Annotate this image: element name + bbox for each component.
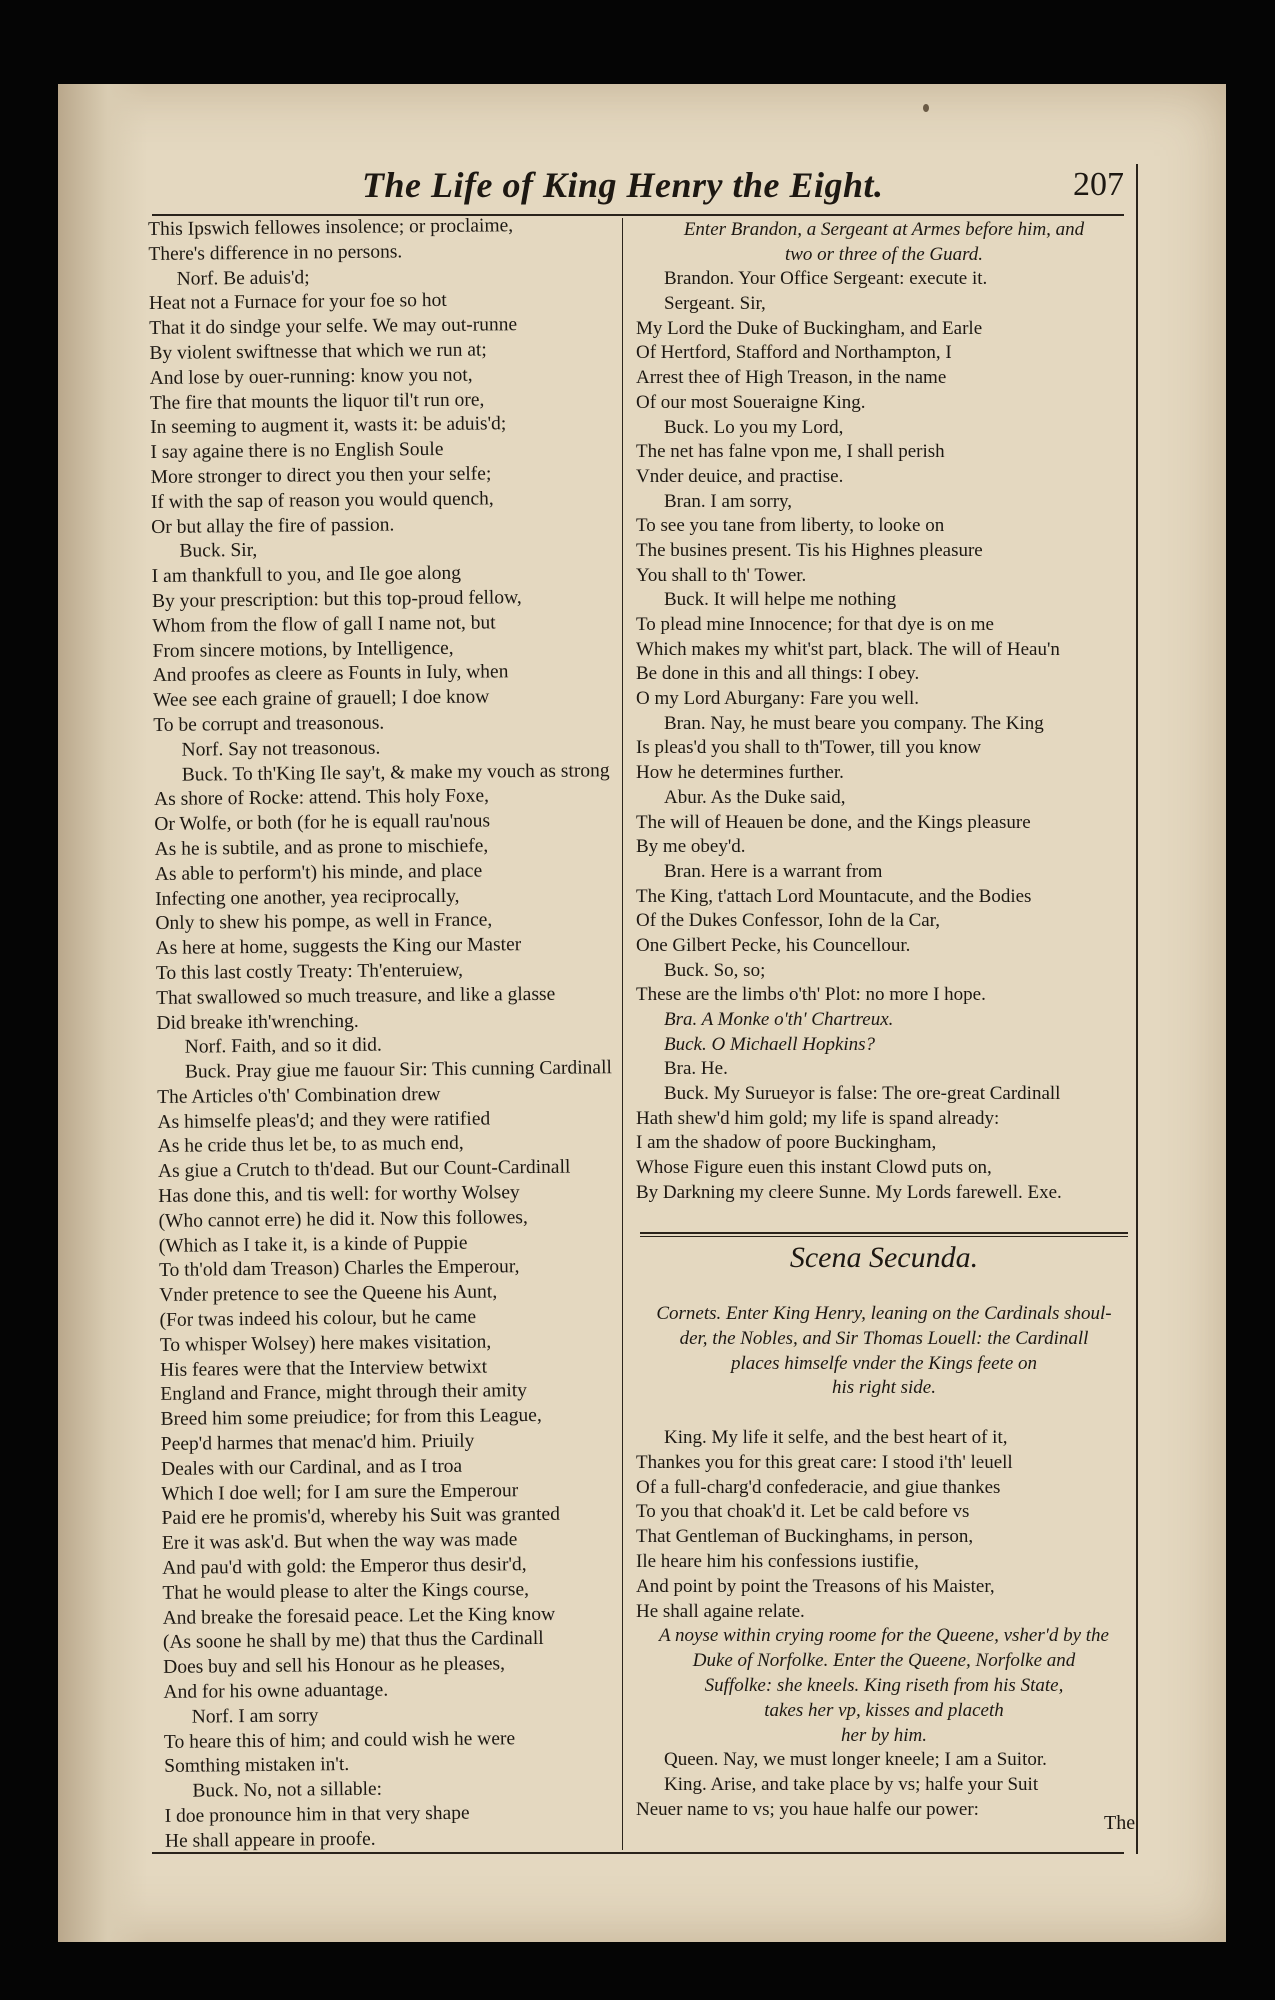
text-line: (Who cannot erre) he did it. Now this followes, [158,1206,528,1232]
text-line: Vnder deuice, and practise. [636,465,844,487]
text-line: As giue a Crutch to th'dead. But our Count-Cardinall [157,1156,571,1183]
text-line: That swallowed so much treasure, and like a glasse [156,983,556,1009]
text-line: Buck. Lo you my Lord, [664,416,844,438]
text-line: You shall to th' Tower. [636,564,807,586]
text-line: And for his owne aduantage. [163,1679,389,1703]
text-line: England and France, might through their amity [160,1380,528,1406]
text-line: two or three of the Guard. [784,243,984,265]
text-line: As able to perform't) his minde, and place [154,860,483,885]
text-line: Enter Brandon, a Sergeant at Armes before him, and [683,219,1085,240]
text-line: Abur. As the Duke said, [664,786,846,808]
text-line [636,1401,1132,1426]
text-line: Buck. To th'King Ile say't, & make my vouch as strong [181,759,610,786]
left-column [148,213,631,1854]
text-line: Peep'd harmes that menac'd him. Priuily [160,1430,475,1455]
text-line: Brandon. Your Office Sergeant: execute it. [664,268,988,290]
text-line: Deales with our Cardinal, and as I troa [160,1455,463,1480]
text-line: Breed him some preiudice; for from this League, [160,1405,542,1431]
text-line: Suffolke: she kneels. King riseth from his State, [704,1674,1064,1696]
text-line: Heat not a Furnace for your foe so hot [148,290,447,315]
text-line: Buck. My Surueyor is false: The ore-great Cardinall [664,1083,1061,1105]
text-line: To th'old dam Treason) Charles the Emperour, [158,1256,520,1282]
page-number: 207 [1073,166,1124,203]
text-line: By me obey'd. [636,836,746,858]
text-line: Of our most Soueraigne King. [636,391,866,413]
text-line: Buck. No, not a sillable: [192,1778,383,1802]
text-line: To this last costly Treaty: Th'enteruiew, [155,959,464,984]
right-column-bottom [636,1302,1132,1823]
text-line: der, the Nobles, and Sir Thomas Louell: the Cardinall [679,1327,1089,1349]
text-line: By your prescription: but this top-proud fellow, [151,587,522,612]
text-line: The Articles o'th' Combination drew [157,1083,441,1108]
text-line: Somthing mistaken in't. [164,1754,350,1778]
text-line: If with the sap of reason you would quench, [150,488,494,513]
text-line: Of Hertford, Stafford and Northampton, I [636,342,952,364]
text-line: How he determines further. [636,762,844,784]
text-line: O my Lord Aburgany: Fare you well. [636,688,920,710]
text-line: By Darkning my cleere Sunne. My Lords farewell. Exe. [636,1181,1062,1203]
text-line: By violent swiftnesse that which we run at; [149,339,487,364]
text-line: As he cride thus let be, to as much end, [157,1133,464,1158]
text-line: Paid ere he promis'd, whereby his Suit was granted [161,1504,561,1530]
text-line: Vnder pretence to see the Queene his Aunt, [159,1281,498,1307]
text-line: Norf. Be aduis'd; [176,266,310,290]
text-line: Ile heare him his confessions iustifie, [636,1550,919,1572]
text-line: Bran. Here is a warrant from [664,860,883,882]
text-line: King. Arise, and take place by vs; halfe your Suit [664,1774,1039,1796]
text-line: Of a full-charg'd confederacie, and giue thankes [636,1476,1001,1498]
text-line: I say againe there is no English Soule [150,439,444,464]
text-line: places himselfe vnder the Kings feete on [730,1352,1038,1374]
text-line: The will of Heauen be done, and the Kings pleasure [636,811,1031,833]
text-line: Whom from the flow of gall I name not, but [152,612,496,637]
text-line: Bran. I am sorry, [664,490,793,512]
text-line: My Lord the Duke of Buckingham, and Earle [636,317,983,339]
text-line: To see you tane from liberty, to looke on [636,515,945,537]
text-line: Or Wolfe, or both (for he is equall rau'nous [154,810,491,836]
text-line: This Ipswich fellowes insolence; or proclaime, [148,215,514,240]
text-line: To be corrupt and treasonous. [153,712,385,736]
text-line: King. My life it selfe, and the best heart of it, [664,1426,1008,1448]
text-line: From sincere motions, by Intelligence, [152,637,454,662]
text-line: His feares were that the Interview betwixt [159,1356,488,1381]
text-line: Bra. A Monke o'th' Chartreux. [664,1009,894,1030]
text-line: The fire that mounts the liquor til't run ore, [149,389,485,414]
text-line: Thankes you for this great care: I stood i'th' leuell [636,1451,1013,1473]
text-line: (As soone he shall by me) that thus the Cardinall [162,1628,544,1654]
text-line: Buck. Sir, [179,540,258,563]
text-line: And breake the foresaid peace. Let the King know [162,1603,556,1629]
catchword: The [1104,1812,1136,1834]
text-line: And point by point the Treasons of his Maister, [636,1575,995,1597]
text-line: He shall appeare in proofe. [164,1828,376,1852]
text-line: Buck. O Michaell Hopkins? [664,1033,876,1055]
text-line: And lose by ouer-running: know you not, [149,364,473,389]
right-column-top [636,218,1132,1206]
text-line: The King, t'attach Lord Mountacute, and the Bodies [636,885,1032,907]
text-line: As he is subtile, and as prone to mischiefe, [154,835,489,860]
text-line: The busines present. Tis his Highnes pleasure [636,539,983,561]
text-line: I doe pronounce him in that very shape [164,1802,470,1827]
text-line: his right side. [832,1377,936,1399]
text-line: Norf. Faith, and so it did. [184,1034,382,1058]
text-line: As shore of Rocke: attend. This holy Foxe, [153,785,490,811]
text-line: Buck. Pray giue me fauour Sir: This cunning Cardinall [184,1057,612,1083]
scene-rule [640,1232,1128,1234]
text-line: Buck. So, so; [664,959,766,981]
text-line: That he would please to alter the Kings course, [162,1578,530,1604]
text-line: Sergeant. Sir, [664,293,766,315]
text-line: And proofes as cleere as Founts in Iuly, when [152,661,509,687]
text-line: As himselfe pleas'd; and they were ratified [157,1108,491,1133]
text-line: Arrest thee of High Treason, in the name [636,367,947,389]
scene-heading: Scena Secunda. [789,1241,979,1274]
text-line: Does buy and sell his Honour as he pleases, [163,1653,506,1679]
text-line: Infecting one another, yea reciprocally, [155,885,460,910]
text-line: More stronger to direct you then your selfe; [150,463,492,488]
text-line: To heare this of him; and could wish he were [163,1727,516,1753]
text-line: He shall againe relate. [636,1600,805,1622]
text-line: Cornets. Enter King Henry, leaning on the Cardinals shoul- [656,1303,1112,1324]
text-line: her by him. [840,1724,927,1746]
text-line: Only to shew his pompe, as well in France, [155,909,493,935]
ink-blot [923,104,929,112]
text-line: Has done this, and tis well: for worthy Wolsey [158,1182,520,1208]
text-line: Norf. Say not treasonous. [181,737,381,761]
text-line: As here at home, suggests the King our Master [155,934,522,960]
text-line: Buck. It will helpe me nothing [664,589,897,611]
text-line: To plead mine Innocence; for that dye is on me [636,614,994,635]
text-line: To whisper Wolsey) here makes visitation, [159,1331,492,1356]
right-frame-rule [1136,164,1138,1854]
text-line: To you that choak'd it. Let be cald before vs [636,1501,970,1523]
running-title: The Life of King Henry the Eight. [362,165,884,205]
text-line: Bran. Nay, he must beare you company. The King [664,712,1044,734]
text-line: Queen. Nay, we must longer kneele; I am a Suitor. [664,1749,1047,1771]
text-line: Or but allay the fire of passion. [151,514,395,538]
text-line: Duke of Norfolke. Enter the Queene, Norfolke and [692,1650,1076,1672]
text-line: Wee see each graine of grauell; I doe know [152,686,490,712]
text-line: Which I doe well; for I am sure the Emperour [161,1479,519,1505]
text-line: Neuer name to vs; you haue halfe our power: [636,1798,979,1820]
text-line: The net has falne vpon me, I shall perish [636,441,945,463]
text-line: (For twas indeed his colour, but he came [159,1306,477,1332]
text-line: Which makes my whit'st part, black. The will of Heau'n [636,638,1060,660]
text-line: In seeming to augment it, wasts it: be aduis'd; [150,413,507,439]
text-line: There's difference in no persons. [148,241,403,265]
text-line: Ere it was ask'd. But when the way was made [161,1529,518,1555]
text-line: (Which as I take it, is a kinde of Puppie [158,1232,468,1257]
text-line: Norf. I am sorry [191,1705,319,1728]
text-line: Be done in this and all things: I obey. [636,663,920,685]
text-line: takes her vp, kisses and placeth [764,1699,1004,1721]
text-line: Bra. He. [664,1058,728,1080]
text-line: One Gilbert Pecke, his Councellour. [636,934,911,956]
text-line: I am thankfull to you, and Ile goe along [151,562,462,588]
text-line: I am the shadow of poore Buckingham, [636,1132,937,1154]
text-line: And pau'd with gold: the Emperor thus desir'd, [162,1554,527,1579]
page-gutter-shadow [58,84,148,1942]
text-line: Is pleas'd you shall to th'Tower, till you know [636,737,982,759]
text-line: A noyse within crying roome for the Queene, vsher'd by the [659,1625,1109,1647]
text-line: Hath shew'd him gold; my life is spand already: [636,1107,1000,1129]
text-line: That it do sindge your selfe. We may out-runne [149,314,518,340]
page-header [152,158,1124,216]
text-line: These are the limbs o'th' Plot: no more I hope. [636,984,986,1006]
text-line: Did breake ith'wrenching. [156,1010,359,1034]
text-line: Whose Figure euen this instant Clowd puts on, [636,1157,992,1179]
text-line: That Gentleman of Buckinghams, in person, [636,1526,974,1548]
text-line: Of the Dukes Confessor, Iohn de la Car, [636,910,940,932]
